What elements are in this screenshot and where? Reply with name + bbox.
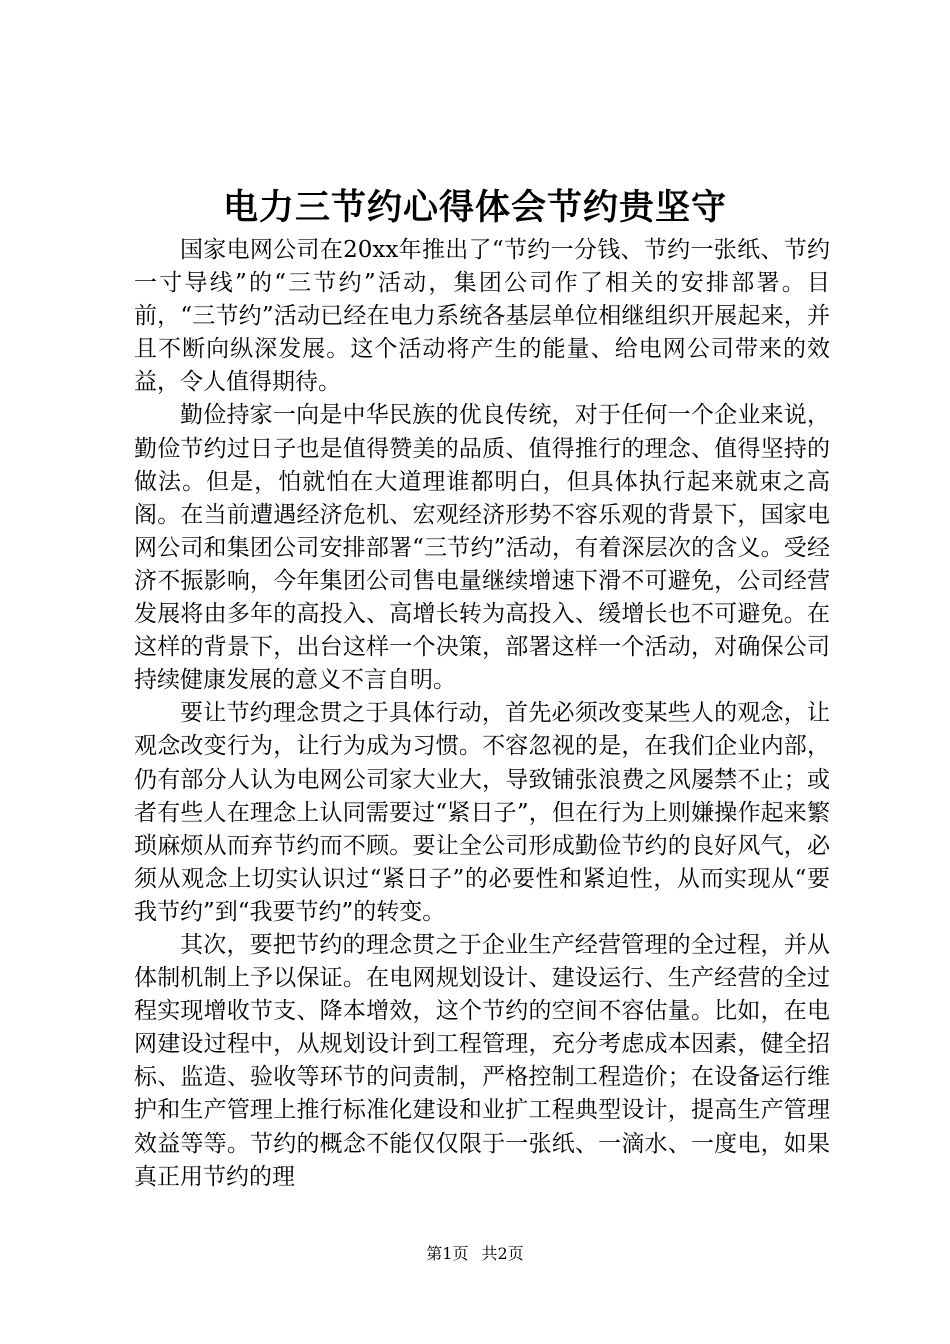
page-number: 第1页 (426, 1244, 469, 1263)
document-title: 电力三节约心得体会节约贵坚守 (222, 187, 727, 228)
paragraph-3: 要让节约理念贯之于具体行动，首先必须改变某些人的观念，让观念改变行为，让行为成为习惯。不容忽视的是，在我们企业内部，仍有部分人认为电网公司家大业大，导致铺张浪费之风屡禁不止；或者有些人在理念上认同需要过“紧日子”，但在行为上则嫌操作起来繁琐麻烦从而弃节约而不顾。要让全公司形成勤俭节约的良好风气，必须从观念上切实认识过“紧日子”的必要性和紧迫性，从而实现从“要我节约”到“我要节约”的转变。 (134, 700, 830, 925)
page-total: 共2页 (481, 1244, 524, 1263)
page-footer (0, 1243, 950, 1265)
paragraph-2: 勤俭持家一向是中华民族的优良传统，对于任何一个企业来说，勤俭节约过日子也是值得赞美的品质、值得推行的理念、值得坚持的做法。但是，怕就怕在大道理谁都明白，但具体执行起来就束之高阁。在当前遭遇经济危机、宏观经济形势不容乐观的背景下，国家电网公司和集团公司安排部署“三节约”活动，有着深层次的含义。受经济不振影响，今年集团公司售电量继续增速下滑不可避免，公司经营发展将由多年的高投入、高增长转为高投入、缓增长也不可避免。在这样的背景下，出台这样一个决策，部署这样一个活动，对确保公司持续健康发展的意义不言自明。 (134, 402, 830, 694)
paragraph-4: 其次，要把节约的理念贯之于企业生产经营管理的全过程，并从体制机制上予以保证。在电网规划设计、建设运行、生产经营的全过程实现增收节支、降本增效，这个节约的空间不容估量。比如，在电网建设过程中，从规划设计到工程管理，充分考虑成本因素，健全招标、监造、验收等环节的问责制，严格控制工程造价；在设备运行维护和生产管理上推行标准化建设和业扩工程典型设计，提高生产管理效益等等。节约的概念不能仅仅限于一张纸、一滴水、一度电，如果真正用节约的理 (134, 931, 830, 1190)
paragraph-1: 国家电网公司在20xx年推出了“节约一分钱、节约一张纸、节约一寸导线”的“三节约”活动，集团公司作了相关的安排部署。目前，“三节约”活动已经在电力系统各基层单位相继组织开展起来，并且不断向纵深发展。这个活动将产生的能量、给电网公司带来的效益，令人值得期待。 (134, 237, 830, 396)
document-body (134, 234, 830, 1194)
